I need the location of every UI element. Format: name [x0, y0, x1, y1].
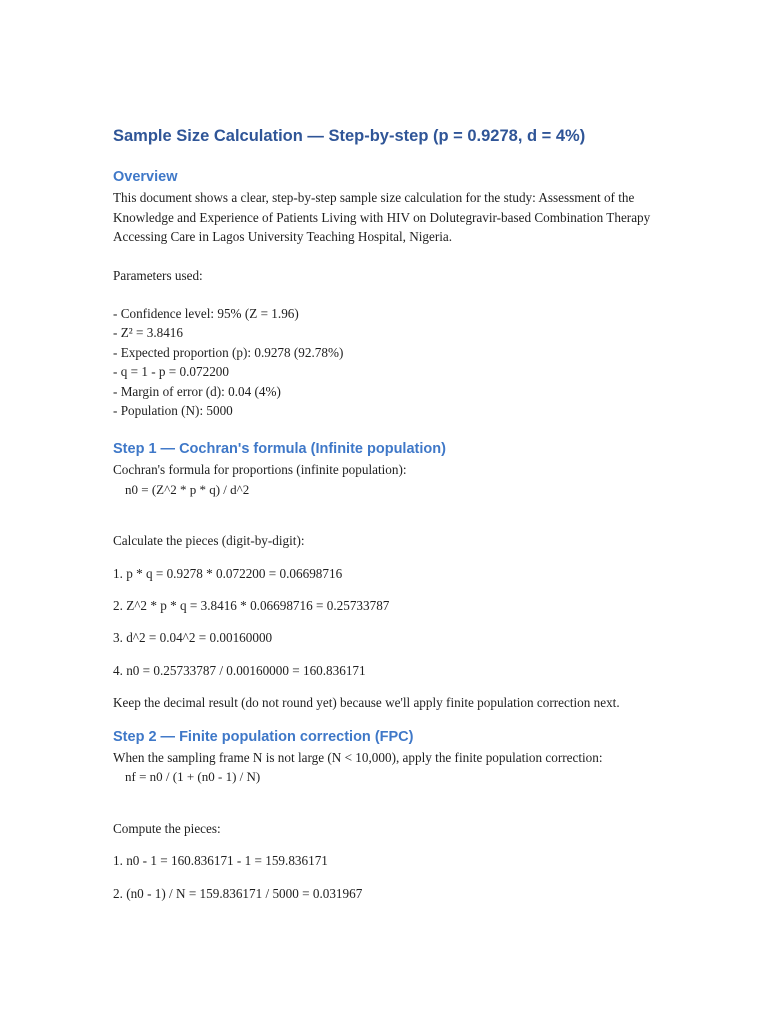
step1-calc-item: 1. p * q = 0.9278 * 0.072200 = 0.06698716 [113, 565, 343, 581]
step1-intro: Cochran's formula for proportions (infinite population): [113, 462, 407, 478]
parameter-item: - Expected proportion (p): 0.9278 (92.78%) [113, 344, 344, 360]
step2-heading: Step 2 — Finite population correction (FPC) [113, 728, 414, 745]
document-title: Sample Size Calculation — Step-by-step (p = 0.9278, d = 4%) [113, 127, 586, 145]
parameter-item: - Population (N): 5000 [113, 402, 233, 418]
overview-intro: This document shows a clear, step-by-step sample size calculation for the study: Assessment of the Knowledge and Experience of Patients Living with HIV on Dolutegravir-based Combination Therapy Accessing Care in Lagos University Teaching Hospital, Nigeria. [113, 190, 651, 244]
step2-intro: When the sampling frame N is not large (N < 10,000), apply the finite population correction: [113, 749, 603, 765]
parameter-item: - q = 1 - p = 0.072200 [113, 364, 229, 380]
step2-calc-item: 1. n0 - 1 = 160.836171 - 1 = 159.836171 [113, 853, 328, 869]
step2-formula: nf = n0 / (1 + (n0 - 1) / N) [125, 769, 261, 785]
step1-calc-item: 4. n0 = 0.25733787 / 0.00160000 = 160.836171 [113, 662, 366, 678]
parameter-item: - Confidence level: 95% (Z = 1.96) [113, 305, 299, 321]
step1-calc-label: Calculate the pieces (digit-by-digit): [113, 533, 305, 549]
step2-calc-item: 2. (n0 - 1) / N = 159.836171 / 5000 = 0.031967 [113, 885, 363, 901]
step1-formula: n0 = (Z^2 * p * q) / d^2 [125, 481, 250, 497]
parameter-item: - Margin of error (d): 0.04 (4%) [113, 383, 281, 399]
overview-heading: Overview [113, 169, 178, 185]
step1-note: Keep the decimal result (do not round yet) because we'll apply finite population correction next. [113, 695, 620, 711]
document-page [113, 124, 673, 903]
step2-calc-label: Compute the pieces: [113, 820, 221, 836]
step1-calc-item: 2. Z^2 * p * q = 3.8416 * 0.06698716 = 0.25733787 [113, 598, 390, 614]
step1-heading: Step 1 — Cochran's formula (Infinite population) [113, 441, 446, 458]
parameter-item: - Z² = 3.8416 [113, 325, 183, 341]
parameters-label: Parameters used: [113, 267, 203, 283]
step1-calc-item: 3. d^2 = 0.04^2 = 0.00160000 [113, 630, 273, 646]
